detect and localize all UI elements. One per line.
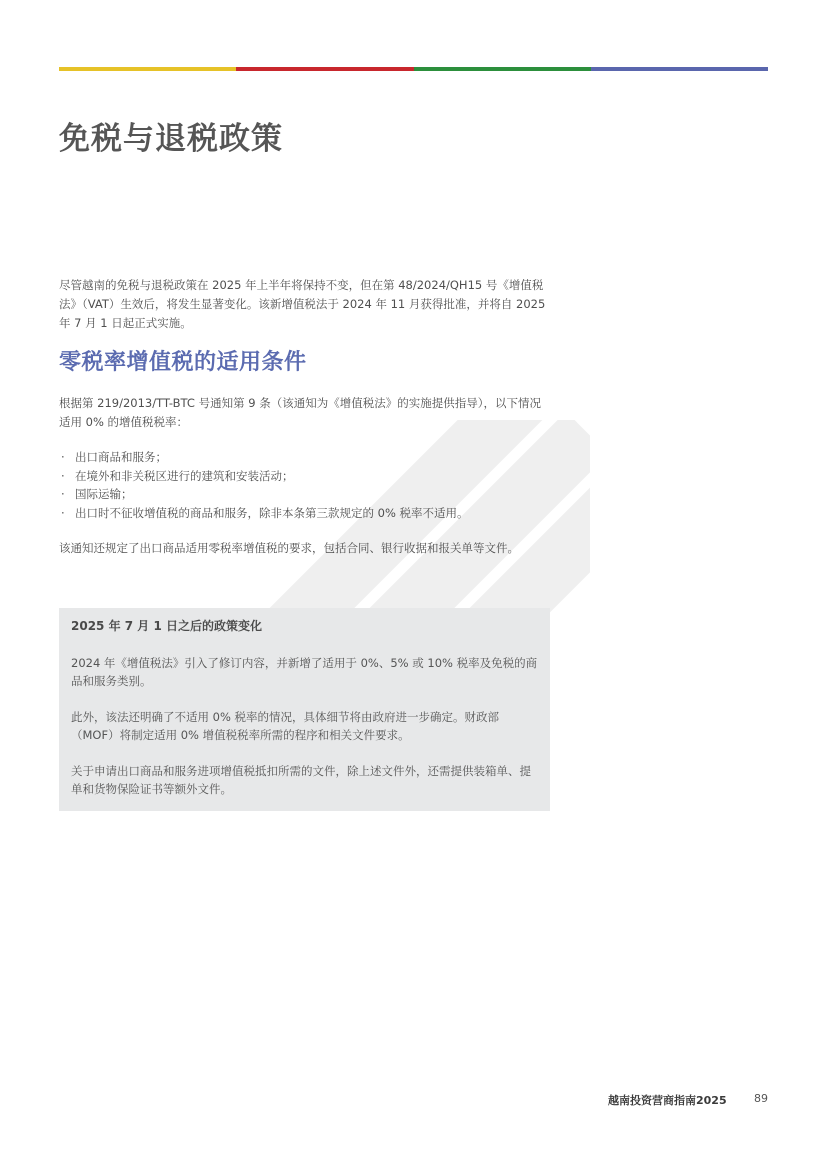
- list-item: · 在境外和非关税区进行的建筑和安装活动；: [59, 467, 559, 486]
- page-number: 89: [754, 1092, 768, 1105]
- box-paragraph: 关于申请出口商品和服务进项增值税抵扣所需的文件，除上述文件外，还需提供装箱单、提单和货物保险证书等额外文件。: [71, 764, 531, 796]
- color-bar-blue: [591, 67, 768, 71]
- bullet-mark: ·: [61, 450, 65, 464]
- color-bar-red: [236, 67, 413, 71]
- policy-change-box: [59, 608, 550, 811]
- section-heading: 零税率增值税的适用条件: [59, 350, 307, 375]
- bullet-list: [59, 448, 559, 522]
- color-bar-yellow: [59, 67, 236, 71]
- box-paragraph: 此外，该法还明确了不适用 0% 税率的情况，具体细节将由政府进一步确定。财政部（MOF）将制定适用 0% 增值税税率所需的程序和相关文件要求。: [71, 710, 500, 742]
- list-item: · 出口时不征收增值税的商品和服务，除非本条第三款规定的 0% 税率不适用。: [59, 504, 559, 523]
- color-bar-green: [414, 67, 591, 71]
- bullet-mark: ·: [61, 505, 65, 520]
- list-item: · 国际运输；: [59, 485, 559, 504]
- bullet-mark: ·: [61, 487, 65, 501]
- list-item: · 出口商品和服务；: [59, 448, 559, 467]
- page-title: 免税与退税政策: [59, 121, 283, 157]
- footer-title: 越南投资营商指南2025: [608, 1094, 727, 1107]
- box-paragraph: 2024 年《增值税法》引入了修订内容，并新增了适用于 0%、5% 或 10% 税率及免税的商品和服务类别。: [71, 656, 538, 688]
- section-note: 该通知还规定了出口商品适用零税率增值税的要求，包括合同、银行收据和报关单等文件。: [59, 541, 519, 555]
- section-lead: 根据第 219/2013/TT-BTC 号通知第 9 条（该通知为《增值税法》的实施提供指导），以下情况适用 0% 的增值税税率：: [59, 396, 541, 429]
- intro-paragraph: 尽管越南的免税与退税政策在 2025 年上半年将保持不变，但在第 48/2024/QH15 号《增值税法》（VAT）生效后，将发生显著变化。该新增值税法于 2024 年 11 月获得批准，并将自 2025 年 7 月 1 日起正式实施。: [59, 278, 546, 330]
- color-bar: [59, 67, 768, 71]
- bullet-mark: ·: [61, 468, 65, 483]
- box-heading: 2025 年 7 月 1 日之后的政策变化: [71, 619, 262, 633]
